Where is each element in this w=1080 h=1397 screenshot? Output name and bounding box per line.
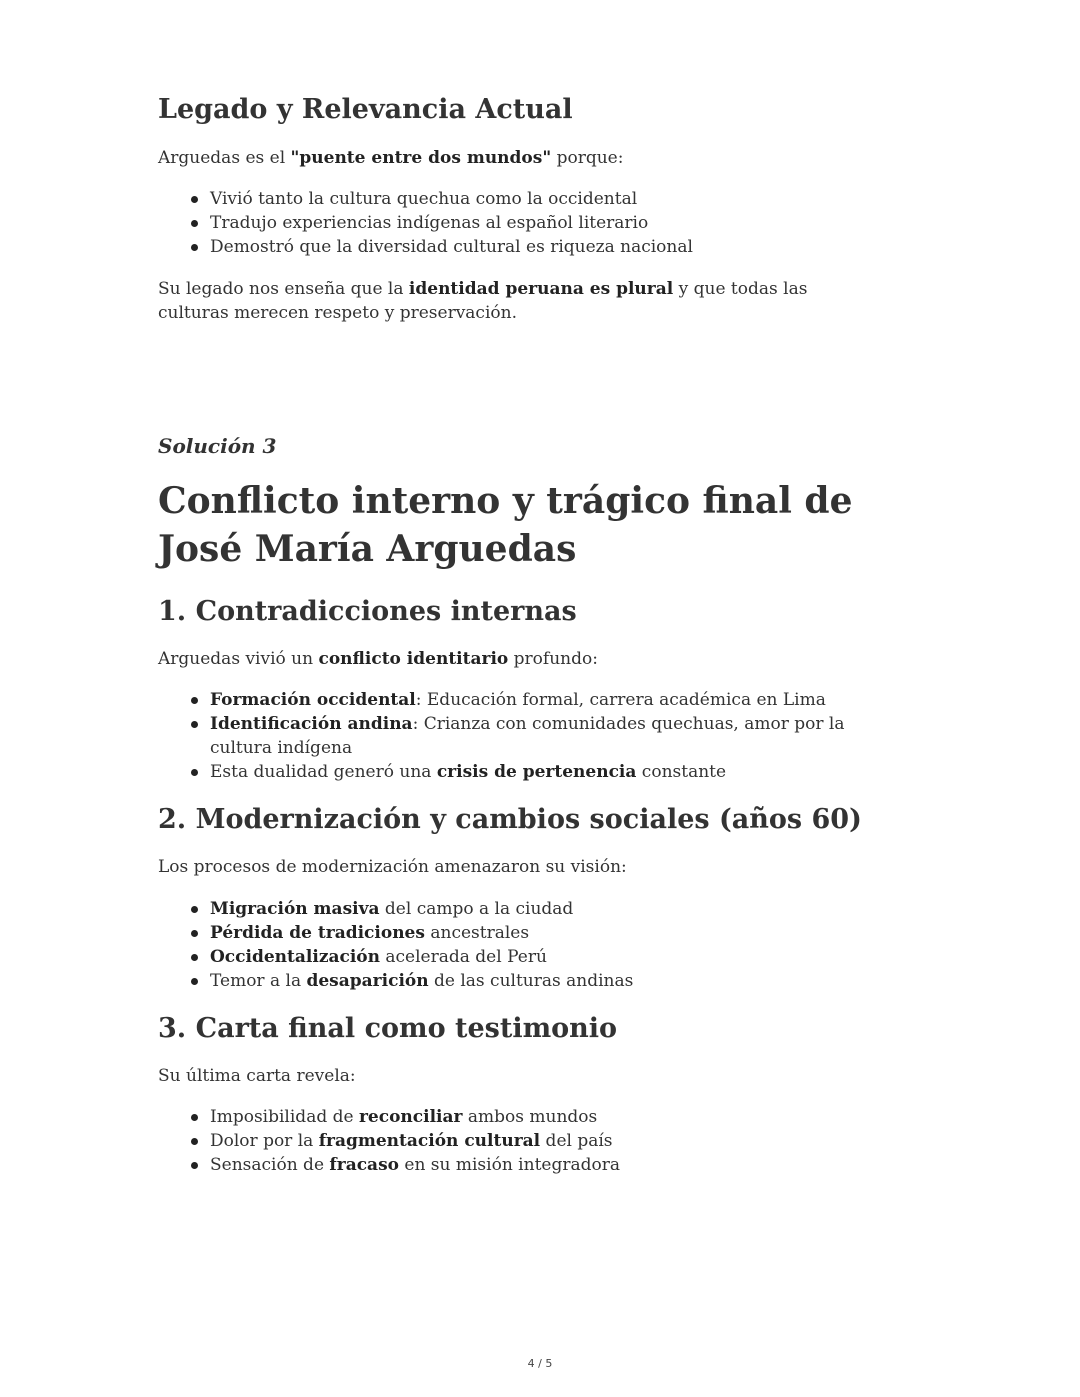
section2-bullet-list (158, 897, 878, 993)
section1-intro-text: Arguedas vivió un (158, 649, 319, 669)
page-number: 4 / 5 (527, 1357, 553, 1370)
section1-intro-text-end: profundo: (508, 649, 598, 669)
solution-title: Conflicto interno y trágico final de José María Arguedas (158, 480, 853, 570)
list-item: Dolor por la fragmentación cultural del país (158, 1129, 878, 1153)
section3-heading: 3. Carta final como testimonio (158, 1013, 618, 1044)
list-item: Imposibilidad de reconciliar ambos mundos (158, 1105, 878, 1129)
list-item: Sensación de fracaso en su misión integradora (158, 1153, 878, 1177)
list-item: Pérdida de tradiciones ancestrales (158, 921, 878, 945)
section1-bullet-list (158, 688, 878, 784)
list-item: Formación occidental: Educación formal, carrera académica en Lima (158, 688, 878, 712)
list-item: Migración masiva del campo a la ciudad (158, 897, 878, 921)
solution-label: Solución 3 (158, 434, 277, 458)
section1-intro (158, 647, 878, 671)
legado-intro-text-end: porque: (551, 148, 624, 168)
list-item: Tradujo experiencias indígenas al español literario (158, 211, 878, 235)
legado-closing (158, 277, 858, 325)
section3-bullet-list (158, 1105, 878, 1177)
section1-intro-bold: conflicto identitario (318, 649, 509, 669)
section3-intro: Su última carta revela: (158, 1066, 356, 1086)
list-item: Vivió tanto la cultura quechua como la occidental (158, 187, 878, 211)
list-item: Temor a la desaparición de las culturas andinas (158, 969, 878, 993)
legado-bullet-list (158, 187, 878, 259)
legado-closing-text-end: y que todas las culturas merecen respeto y preservación. (158, 279, 808, 323)
section1-heading: 1. Contradicciones internas (158, 596, 577, 627)
legado-closing-text: Su legado nos enseña que la (158, 279, 409, 299)
section2-intro: Los procesos de modernización amenazaron su visión: (158, 857, 627, 877)
legado-intro-text: Arguedas es el (158, 148, 291, 168)
list-item: Demostró que la diversidad cultural es riqueza nacional (158, 235, 878, 259)
list-item: Occidentalización acelerada del Perú (158, 945, 878, 969)
legado-intro (158, 146, 878, 170)
legado-closing-bold: identidad peruana es plural (408, 279, 674, 299)
legado-intro-bold: "puente entre dos mundos" (290, 148, 552, 168)
list-item: Esta dualidad generó una crisis de pertenencia constante (158, 760, 878, 784)
list-item: Identificación andina: Crianza con comunidades quechuas, amor por la cultura indígena (158, 712, 878, 760)
section2-heading: 2. Modernización y cambios sociales (años 60) (158, 804, 862, 835)
legado-heading: Legado y Relevancia Actual (158, 94, 573, 125)
